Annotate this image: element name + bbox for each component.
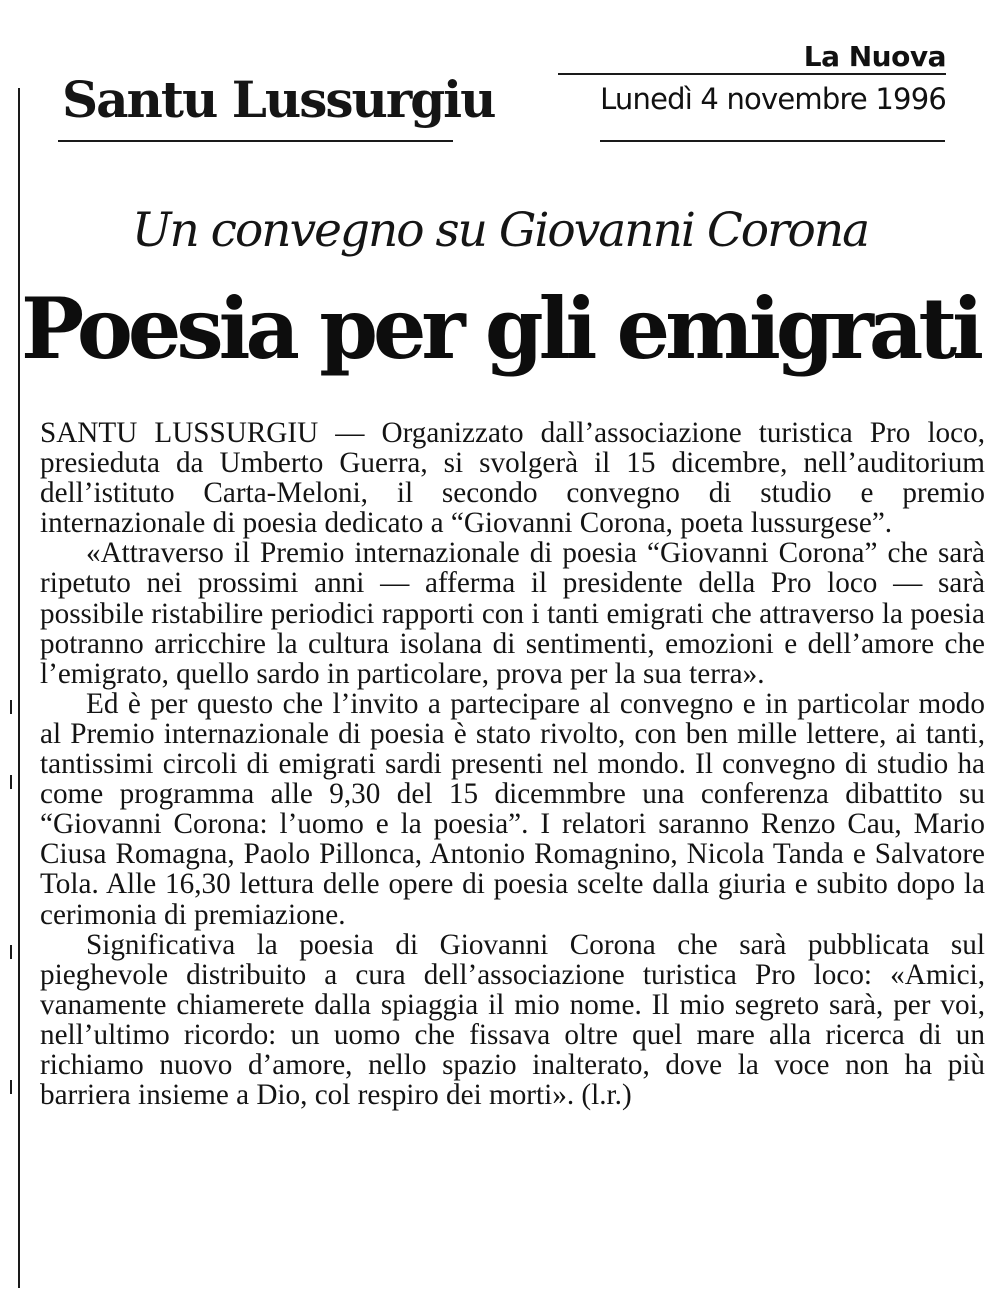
column-rule-mark [10,1080,12,1094]
page-header [0,0,1000,150]
header-rule [600,140,945,142]
masthead-rule [558,73,946,75]
article-kicker: Un convegno su Giovanni Corona [131,203,869,258]
header-rule [58,140,453,142]
section-title: Santu Lussurgiu [62,70,495,129]
article-paragraph: Ed è per questo che l’invito a partecipare al convegno e in particolar modo al Premio internazionale di poesia è stato rivolto, con ben mille lettere, ai tanti, tantissimi circoli di emigrati sardi presenti nel mondo. Il convegno di studio ha come programma alle 9,30 del 15 dicemmbre una conferenza dibattito su “Giovanni Corona: l’uomo e la poesia”. I relatori saranno Renzo Cau, Mario Ciusa Romagna, Paolo Pillonca, Antonio Romagnino, Nicola Tanda e Salvatore Tola. Alle 16,30 lettura delle opere di poesia scelte dalla giuria e subito dopo la cerimonia di premiazione. [40,687,985,931]
column-rule [18,88,20,1288]
article-paragraph: Significativa la poesia di Giovanni Corona che sarà pubblicata sul pieghevole distribuito a cura dell’associazione turistica Pro loco: «Amici, vanamente chiamerete dalla spiaggia il mio nome. Il mio segreto sarà, per voi, nell’ultimo ricordo: un uomo che fissava oltre quel mare alla ricerca di un richiamo nuovo d’amore, nello spazio inalterato, dove la voce non ha più barriera insieme a Dio, col respiro dei morti». (l.r.) [40,928,985,1112]
publication-date: Lunedì 4 novembre 1996 [600,82,946,116]
article-paragraph: «Attraverso il Premio internazionale di poesia “Giovanni Corona” che sarà ripetuto nei prossimi anni — afferma il presidente della Pro loco — sarà possibile ristabilire periodici rapporti con i tanti emigrati che attraverso la poesia potranno arricchire la cultura isolana di sentimenti, emozioni e dell’amore che l’emigrato, quello sardo in particolare, prova per la sua terra». [40,537,985,690]
column-rule-mark [10,945,12,959]
article-paragraph: SANTU LUSSURGIU — Organizzato dall’associazione turistica Pro loco, presieduta da Umberto Guerra, si svolgerà il 15 dicembre, nell’auditorium dell’istituto Carta-Meloni, il secondo convegno di studio e premio internazionale di poesia dedicato a “Giovanni Corona, poeta lussurgese”. [40,418,985,540]
column-rule-mark [10,700,12,714]
article-headline: Poesia per gli emigrati [20,279,980,378]
article-body [40,418,985,1288]
newspaper-masthead: La Nuova [803,40,946,73]
column-rule-mark [10,775,12,789]
